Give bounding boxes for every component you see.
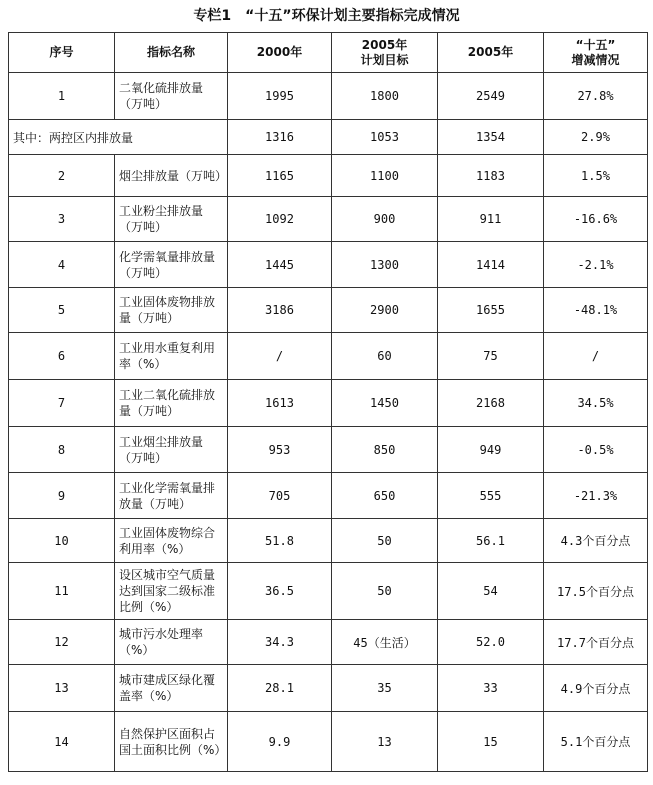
cell-name: 烟尘排放量（万吨） — [115, 155, 228, 197]
cell-plan: 35 — [332, 665, 438, 712]
cell-2005: 52.0 — [438, 620, 544, 665]
cell-name: 自然保护区面积占国土面积比例（%） — [115, 712, 228, 772]
cell-name: 工业粉尘排放量（万吨） — [115, 197, 228, 242]
cell-name: 城市建成区绿化覆盖率（%） — [115, 665, 228, 712]
cell-2005: 555 — [438, 473, 544, 519]
cell-2000: / — [228, 333, 332, 380]
cell-2000: 28.1 — [228, 665, 332, 712]
cell-seq: 7 — [9, 380, 115, 427]
header-name: 指标名称 — [115, 33, 228, 73]
cell-change: 17.7个百分点 — [544, 620, 648, 665]
cell-seq: 10 — [9, 519, 115, 563]
cell-seq: 1 — [9, 73, 115, 120]
cell-change: 2.9% — [544, 120, 648, 155]
cell-plan: 1053 — [332, 120, 438, 155]
cell-change: 34.5% — [544, 380, 648, 427]
cell-2005: 1354 — [438, 120, 544, 155]
cell-2000: 34.3 — [228, 620, 332, 665]
cell-2000: 1445 — [228, 242, 332, 288]
table-row — [9, 197, 648, 242]
cell-name: 化学需氧量排放量（万吨） — [115, 242, 228, 288]
cell-2000: 1092 — [228, 197, 332, 242]
cell-2000: 9.9 — [228, 712, 332, 772]
cell-2005: 2168 — [438, 380, 544, 427]
cell-plan: 1450 — [332, 380, 438, 427]
cell-2005: 15 — [438, 712, 544, 772]
header-seq: 序号 — [9, 33, 115, 73]
cell-change: -2.1% — [544, 242, 648, 288]
cell-2005: 56.1 — [438, 519, 544, 563]
cell-2005: 75 — [438, 333, 544, 380]
cell-seq: 13 — [9, 665, 115, 712]
cell-change: -21.3% — [544, 473, 648, 519]
cell-seq: 9 — [9, 473, 115, 519]
cell-change: -0.5% — [544, 427, 648, 473]
table-row — [9, 519, 648, 563]
header-change — [544, 33, 648, 73]
cell-2000: 953 — [228, 427, 332, 473]
cell-2005: 1183 — [438, 155, 544, 197]
cell-seq: 6 — [9, 333, 115, 380]
cell-2005: 54 — [438, 563, 544, 620]
cell-2000: 1316 — [228, 120, 332, 155]
cell-change: 4.9个百分点 — [544, 665, 648, 712]
table-row — [9, 155, 648, 197]
cell-2000: 36.5 — [228, 563, 332, 620]
table-row — [9, 333, 648, 380]
cell-plan: 850 — [332, 427, 438, 473]
cell-seq: 4 — [9, 242, 115, 288]
cell-2000: 1995 — [228, 73, 332, 120]
cell-name: 设区城市空气质量达到国家二级标准比例（%） — [115, 563, 228, 620]
cell-name: 工业固体废物排放量（万吨） — [115, 288, 228, 333]
cell-plan: 1800 — [332, 73, 438, 120]
header-2005-plan-line2: 计划目标 — [360, 52, 409, 67]
cell-2005: 1414 — [438, 242, 544, 288]
table-row — [9, 620, 648, 665]
header-change-line2: 增减情况 — [571, 52, 620, 67]
table-row — [9, 73, 648, 120]
cell-2005: 911 — [438, 197, 544, 242]
cell-plan: 1100 — [332, 155, 438, 197]
indicator-table — [8, 32, 648, 772]
table-row — [9, 242, 648, 288]
cell-name: 其中：两控区内排放量 — [9, 120, 228, 155]
cell-seq: 14 — [9, 712, 115, 772]
cell-plan: 45（生活） — [332, 620, 438, 665]
table-row — [9, 120, 648, 155]
cell-2005: 949 — [438, 427, 544, 473]
cell-plan: 900 — [332, 197, 438, 242]
cell-change: -16.6% — [544, 197, 648, 242]
header-2005-plan-line1: 2005年 — [361, 37, 408, 52]
header-2005-plan — [332, 33, 438, 73]
cell-2000: 1165 — [228, 155, 332, 197]
table-row — [9, 563, 648, 620]
header-2000: 2000年 — [228, 33, 332, 73]
cell-plan: 2900 — [332, 288, 438, 333]
cell-seq: 11 — [9, 563, 115, 620]
cell-name: 城市污水处理率（%） — [115, 620, 228, 665]
cell-change: 4.3个百分点 — [544, 519, 648, 563]
cell-plan: 650 — [332, 473, 438, 519]
cell-plan: 50 — [332, 563, 438, 620]
cell-seq: 2 — [9, 155, 115, 197]
cell-2005: 1655 — [438, 288, 544, 333]
table-row — [9, 665, 648, 712]
cell-plan: 13 — [332, 712, 438, 772]
cell-2005: 33 — [438, 665, 544, 712]
cell-plan: 50 — [332, 519, 438, 563]
table-row — [9, 288, 648, 333]
header-2005: 2005年 — [438, 33, 544, 73]
cell-plan: 1300 — [332, 242, 438, 288]
cell-name: 工业二氧化硫排放量（万吨） — [115, 380, 228, 427]
cell-2000: 51.8 — [228, 519, 332, 563]
cell-2000: 705 — [228, 473, 332, 519]
cell-change: 1.5% — [544, 155, 648, 197]
cell-2005: 2549 — [438, 73, 544, 120]
cell-seq: 8 — [9, 427, 115, 473]
cell-change: / — [544, 333, 648, 380]
cell-2000: 3186 — [228, 288, 332, 333]
cell-change: 17.5个百分点 — [544, 563, 648, 620]
cell-change: -48.1% — [544, 288, 648, 333]
table-row — [9, 427, 648, 473]
cell-seq: 12 — [9, 620, 115, 665]
cell-name: 工业化学需氧量排放量（万吨） — [115, 473, 228, 519]
cell-name: 工业烟尘排放量（万吨） — [115, 427, 228, 473]
header-change-line1: “十五” — [575, 37, 616, 52]
cell-2000: 1613 — [228, 380, 332, 427]
table-row — [9, 380, 648, 427]
header-row — [9, 33, 648, 73]
cell-plan: 60 — [332, 333, 438, 380]
cell-seq: 3 — [9, 197, 115, 242]
table-title: 专栏1 “十五”环保计划主要指标完成情况 — [193, 8, 460, 24]
table-row — [9, 712, 648, 772]
cell-name: 二氧化硫排放量（万吨） — [115, 73, 228, 120]
cell-name: 工业固体废物综合利用率（%） — [115, 519, 228, 563]
cell-change: 27.8% — [544, 73, 648, 120]
cell-seq: 5 — [9, 288, 115, 333]
table-row — [9, 473, 648, 519]
cell-name: 工业用水重复利用率（%） — [115, 333, 228, 380]
cell-change: 5.1个百分点 — [544, 712, 648, 772]
